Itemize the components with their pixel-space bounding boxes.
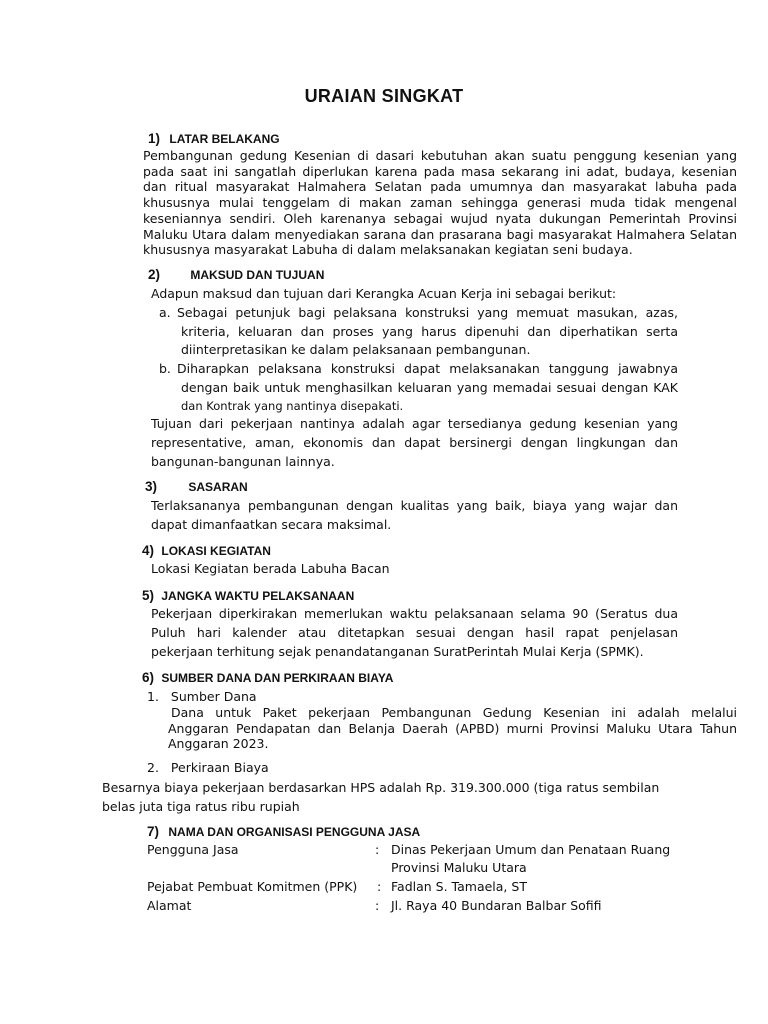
row-value: Dinas Pekerjaan Umum dan Penataan Ruang <box>391 842 671 857</box>
section-2-heading <box>148 267 324 282</box>
list-marker: b. <box>159 361 171 376</box>
section-5-text: Pekerjaan diperkirakan memerlukan waktu pelaksanaan selama 90 (Seratus dua Puluh hari kalender atau ditetapkan sesuai dengan hasil rapat penjelasan pekerjaan terhitung sejak penandatanganan SuratPerintah Mulai Kerja (SPMK). <box>151 606 678 659</box>
section-title: MAKSUD DAN TUJUAN <box>190 268 325 282</box>
list-marker: 2. <box>147 760 159 775</box>
section-title: JANGKA WAKTU PELAKSANAAN <box>161 589 355 603</box>
row-label: Pejabat Pembuat Komitmen (PPK) <box>147 879 358 894</box>
subsection-1-text: Dana untuk Paket pekerjaan Pembangunan Gedung Kesenian ini adalah melalui Anggaran Pendapatan dan Belanja Daerah (APBD) murni Provinsi Maluku Utara Tahun Anggaran 2023. <box>168 705 737 752</box>
section-number: 6) <box>142 670 155 685</box>
row-colon: : <box>377 879 382 894</box>
row-value: Fadlan S. Tamaela, ST <box>391 879 527 894</box>
info-row-alamat <box>147 897 707 915</box>
list-marker: a. <box>159 305 171 320</box>
list-item: b. Diharapkan pelaksana konstruksi dapat melaksanakan tanggung jawabnya dengan baik untuk menghasilkan keluaran yang memadai sesuai dengan KAK dan Kontrak yang nantinya disepakati. <box>159 361 678 413</box>
section-2-outro: Tujuan dari pekerjaan nantinya adalah agar tersedianya gedung kesenian yang representative, aman, ekonomis dan dapat bersinergi dengan lingkungan dan bangunan-bangunan lainnya. <box>151 416 678 469</box>
section-title: LOKASI KEGIATAN <box>161 544 271 558</box>
info-row-pengguna-jasa <box>147 841 707 879</box>
section-title: LATAR BELAKANG <box>169 132 280 146</box>
subsection-2-text: Besarnya biaya pekerjaan berdasarkan HPS adalah Rp. 319.300.000 (tiga ratus sembilan belas juta tiga ratus ribu rupiah <box>102 780 660 814</box>
section-5-heading <box>142 588 354 603</box>
row-colon: : <box>375 898 380 913</box>
section-4-text: Lokasi Kegiatan berada Labuha Bacan <box>151 561 390 576</box>
section-number: 7) <box>147 824 160 839</box>
section-1-text: Pembangunan gedung Kesenian di dasari kebutuhan akan suatu penggung kesenian yang pada saat ini sangatlah diperlukan karena pada masa sekarang ini adat, budaya, kesenian dan ritual masyarakat Halmahera Selatan pada umumnya dan masyarakat labuha pada khususnya mulai tenggelam di makan zaman sehingga generasi muda tidak mengenal keseniannya sendiri. Oleh karenanya sebagai wujud nyata dukungan Pemerintah Provinsi Maluku Utara dalam menyediakan sarana dan prasarana bagi masyarakat Halmahera Selatan khususnya masyarakat Labuha di dalam melaksanakan kegiatan seni budaya. <box>143 148 737 258</box>
section-6-heading <box>142 670 393 685</box>
row-value-line-2: Provinsi Maluku Utara <box>391 860 527 875</box>
subsection-1-title: 1. Sumber Dana <box>147 689 257 704</box>
section-title: SUMBER DANA DAN PERKIRAAN BIAYA <box>161 671 394 685</box>
section-number: 5) <box>142 588 155 603</box>
row-colon: : <box>375 842 380 857</box>
info-row-ppk <box>147 878 707 896</box>
subsection-2-title: 2. Perkiraan Biaya <box>147 760 269 775</box>
list-item: a. Sebagai petunjuk bagi pelaksana konstruksi yang memuat masukan, azas, kriteria, keluaran dan proses yang harus dipenuhi dan diperhatikan serta diinterpretasikan ke dalam pelaksanaan pembangunan. <box>159 305 678 357</box>
section-number: 1) <box>148 131 161 146</box>
section-1-heading <box>148 131 280 146</box>
section-3-text: Terlaksananya pembangunan dengan kualitas yang baik, biaya yang wajar dan dapat dimanfaatkan secara maksimal. <box>151 498 678 532</box>
page-title: URAIAN SINGKAT <box>304 86 464 106</box>
section-7-heading <box>147 824 420 839</box>
section-title: SASARAN <box>188 480 248 494</box>
section-title: NAMA DAN ORGANISASI PENGGUNA JASA <box>168 825 421 839</box>
section-number: 3) <box>145 479 158 494</box>
row-label: Pengguna Jasa <box>147 842 239 857</box>
section-2-intro: Adapun maksud dan tujuan dari Kerangka Acuan Kerja ini sebagai berikut: <box>151 286 617 301</box>
section-3-heading <box>145 479 248 494</box>
row-label: Alamat <box>147 898 192 913</box>
row-value: Jl. Raya 40 Bundaran Balbar Sofifi <box>391 898 602 913</box>
section-number: 2) <box>148 267 161 282</box>
section-4-heading <box>142 543 271 558</box>
list-marker: 1. <box>147 689 159 704</box>
section-number: 4) <box>142 543 155 558</box>
